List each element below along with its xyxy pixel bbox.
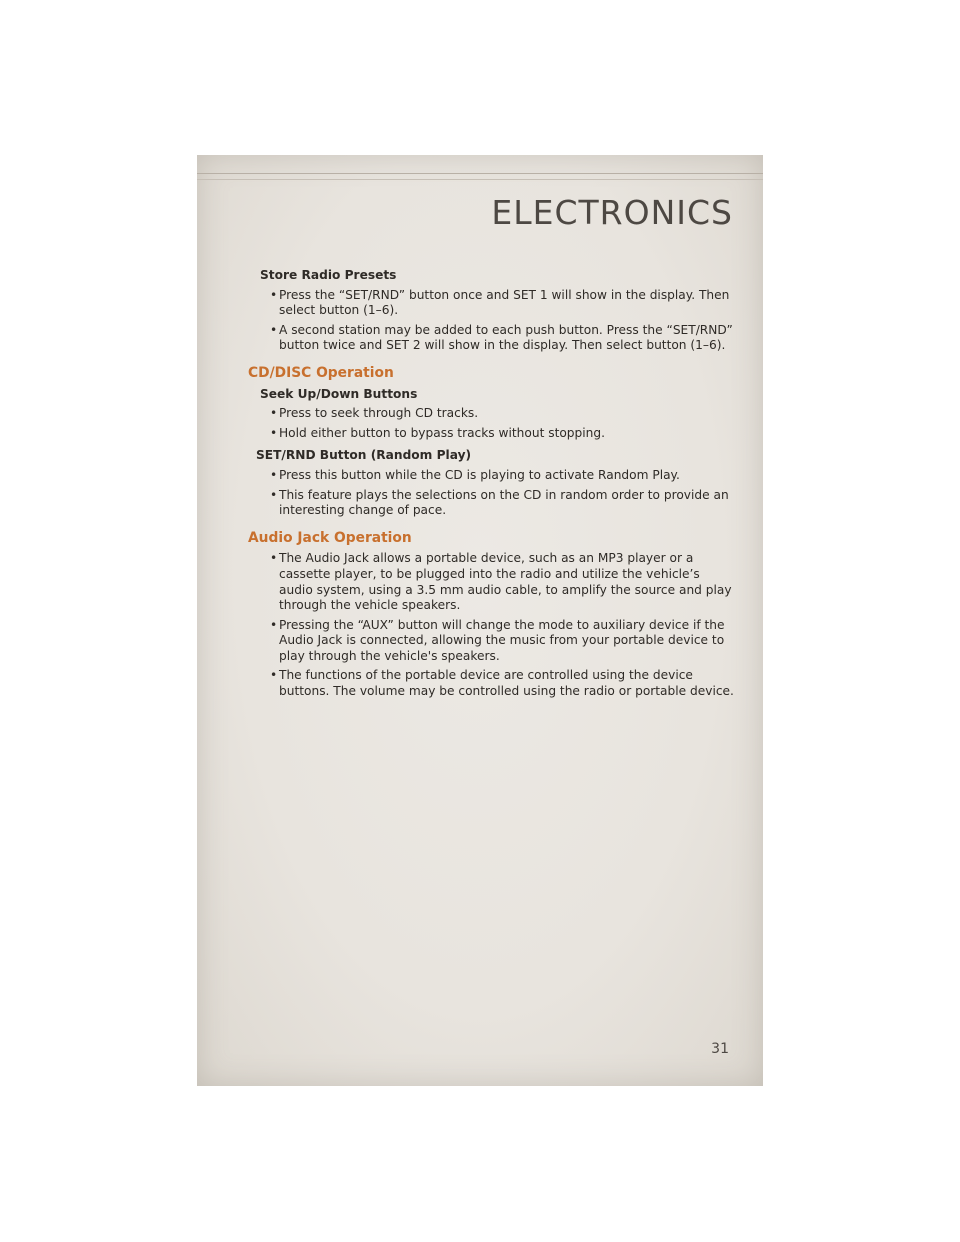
list-item: • The functions of the portable device are controlled using the device buttons. The volume may be controlled using the radio or portable device. bbox=[254, 668, 736, 699]
list-item: • A second station may be added to each push button. Press the “SET/RND” button twice and SET 2 will show in the display. Then select button (1–6). bbox=[254, 323, 736, 354]
list-item: • Pressing the “AUX” button will change the mode to auxiliary device if the Audio Jack is connected, allowing the music from your portable device to play through the vehicle's speakers. bbox=[254, 618, 736, 665]
list-item: • Press to seek through CD tracks. bbox=[254, 406, 736, 422]
list-item: • Press this button while the CD is playing to activate Random Play. bbox=[254, 468, 736, 484]
seek-buttons-list bbox=[254, 406, 736, 441]
page-number: 31 bbox=[711, 1041, 729, 1057]
header-rule-bottom bbox=[197, 179, 763, 180]
list-item: • The Audio Jack allows a portable device, such as an MP3 player or a cassette player, to be plugged into the radio and utilize the vehicle’s audio system, using a 3.5 mm audio cable, to amplify the source and play through the vehicle speakers. bbox=[254, 551, 736, 613]
list-item: • Hold either button to bypass tracks without stopping. bbox=[254, 426, 736, 442]
random-play-list bbox=[254, 468, 736, 519]
header-rule-top bbox=[197, 173, 763, 174]
cd-disc-title: CD/DISC Operation bbox=[248, 364, 394, 381]
random-play-heading: SET/RND Button (Random Play) bbox=[256, 448, 472, 463]
audio-jack-list bbox=[254, 551, 736, 699]
store-presets-list bbox=[254, 288, 736, 354]
section-title: ELECTRONICS bbox=[491, 193, 733, 232]
store-presets-heading: Store Radio Presets bbox=[260, 268, 397, 282]
manual-page bbox=[197, 155, 763, 1086]
page-content bbox=[248, 268, 736, 707]
seek-buttons-heading: Seek Up/Down Buttons bbox=[260, 386, 418, 401]
list-item: • This feature plays the selections on the CD in random order to provide an interesting change of pace. bbox=[254, 488, 736, 519]
audio-jack-title: Audio Jack Operation bbox=[248, 529, 412, 546]
list-item: • Press the “SET/RND” button once and SET 1 will show in the display. Then select button (1–6). bbox=[254, 288, 736, 319]
